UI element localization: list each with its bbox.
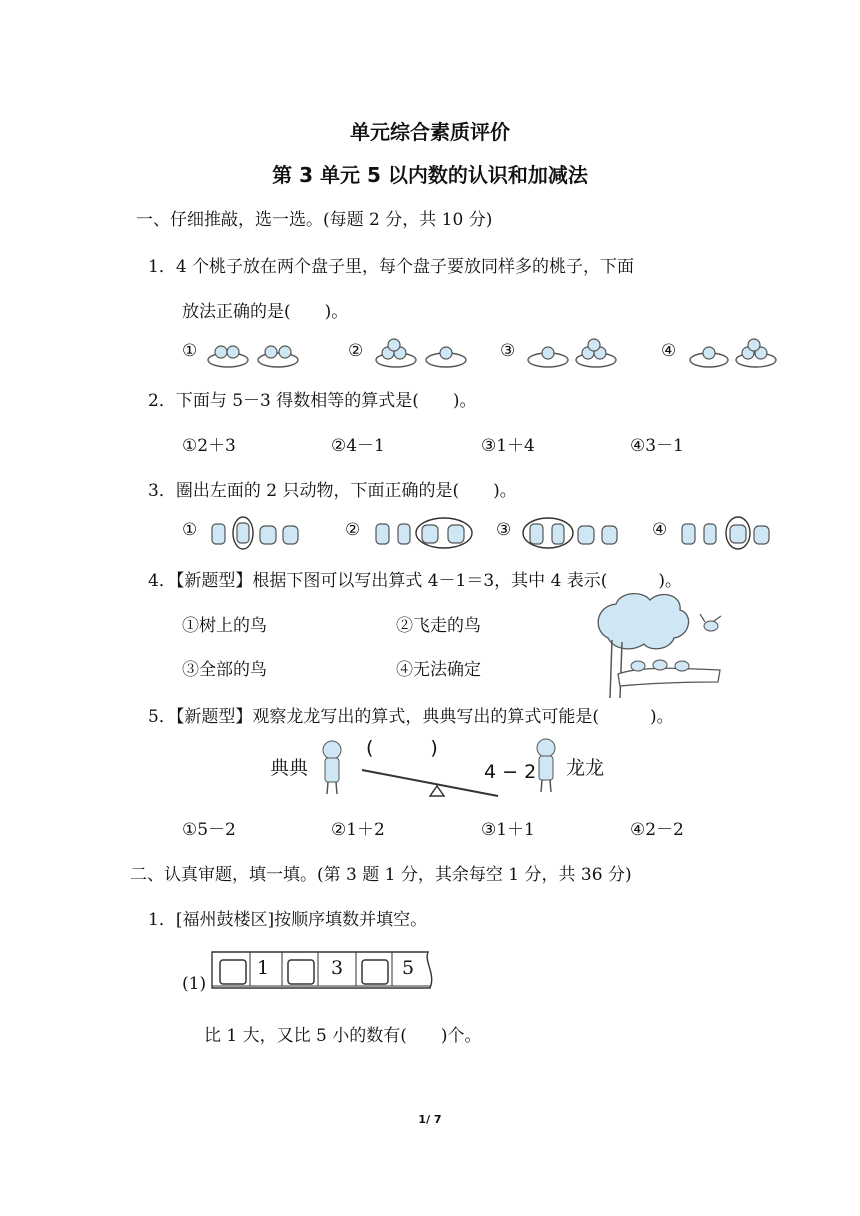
animal-icon xyxy=(578,526,594,544)
ruler-number-1: 1 xyxy=(257,957,270,979)
plate-icon xyxy=(528,347,568,367)
plate-icon xyxy=(576,339,616,367)
animal-icon xyxy=(398,524,410,544)
bird-icon xyxy=(675,661,689,671)
page-subtitle: 第 3 单元 5 以内数的认识和加减法 xyxy=(272,163,588,187)
ruler-number-3: 3 xyxy=(331,957,344,979)
animal-icon xyxy=(704,524,716,544)
boy-long-long-icon xyxy=(537,739,555,792)
animal-icon xyxy=(682,524,695,544)
q4-option-1[interactable]: ①树上的鸟 xyxy=(182,616,267,636)
tree-trunk-icon xyxy=(610,640,622,698)
q4-tree-birds-image xyxy=(590,590,730,700)
q3-option-3-animals-image xyxy=(522,514,632,550)
plate-icon xyxy=(690,347,728,367)
q4-option-3[interactable]: ③全部的鸟 xyxy=(182,660,267,680)
q2-option-1[interactable]: ①2＋3 xyxy=(182,436,236,456)
q1-option-3-label[interactable]: ③ xyxy=(500,341,516,361)
branch-icon xyxy=(618,668,720,686)
bird-icon xyxy=(653,660,667,670)
blank-box[interactable] xyxy=(220,960,246,984)
q1-text-line1: 1．4 个桃子放在两个盘子里，每个盘子要放同样多的桃子，下面 xyxy=(148,257,635,277)
animal-icon xyxy=(730,525,746,543)
seesaw-board xyxy=(362,770,498,796)
q1-option-3-plates-image xyxy=(526,336,622,370)
ruler-number-5: 5 xyxy=(402,957,415,979)
q3-option-3-label[interactable]: ③ xyxy=(496,520,512,540)
plate-icon xyxy=(258,346,298,367)
animal-icon xyxy=(212,524,225,544)
q4-option-4[interactable]: ④无法确定 xyxy=(396,660,481,680)
q5-option-3[interactable]: ③1＋1 xyxy=(481,820,535,840)
blank-box[interactable] xyxy=(362,960,388,984)
animal-icon xyxy=(448,525,464,543)
q1-option-1-plates-image xyxy=(206,336,302,370)
animal-icon xyxy=(552,524,564,544)
q1-text-line2: 放法正确的是( )。 xyxy=(182,302,349,322)
q5-seesaw-image xyxy=(270,736,630,800)
plate-icon xyxy=(736,339,776,367)
page-title: 单元综合素质评价 xyxy=(350,120,510,144)
q2-option-2[interactable]: ②4－1 xyxy=(331,436,385,456)
q1-option-2-plates-image xyxy=(374,336,470,370)
flying-bird-icon xyxy=(700,614,721,631)
animal-icon xyxy=(237,523,249,543)
q3-option-4-label[interactable]: ④ xyxy=(652,520,668,540)
long-long-name: 龙龙 xyxy=(566,757,605,779)
q2-text: 2．下面与 5－3 得数相等的算式是( )。 xyxy=(148,391,477,411)
q5-option-2[interactable]: ②1＋2 xyxy=(331,820,385,840)
q5-option-1[interactable]: ①5－2 xyxy=(182,820,236,840)
dian-dian-name: 典典 xyxy=(270,757,309,779)
animal-icon xyxy=(376,524,389,544)
blank-box[interactable] xyxy=(288,960,314,984)
plate-icon xyxy=(376,339,416,367)
s2-q1-part-label: (1) xyxy=(182,974,207,994)
q4-text: 4．【新题型】根据下图可以写出算式 4－1＝3，其中 4 表示( )。 xyxy=(148,571,683,591)
plate-icon xyxy=(426,347,466,367)
seesaw-pivot-icon xyxy=(430,786,444,796)
long-long-expression: 4 − 2 xyxy=(484,761,537,783)
q1-option-1-label[interactable]: ① xyxy=(182,341,198,361)
q3-option-1-animals-image xyxy=(208,514,308,550)
q3-option-1-label[interactable]: ① xyxy=(182,520,198,540)
section1-heading: 一、仔细推敲，选一选。(每题 2 分，共 10 分) xyxy=(136,210,493,230)
q3-option-2-animals-image xyxy=(372,514,482,550)
q1-option-4-label[interactable]: ④ xyxy=(661,341,677,361)
bird-icon xyxy=(631,661,645,671)
number-ruler-image xyxy=(210,950,438,992)
animal-icon xyxy=(260,526,276,544)
q5-text: 5．【新题型】观察龙龙写出的算式，典典写出的算式可能是( )。 xyxy=(148,707,674,727)
q4-option-2[interactable]: ②飞走的鸟 xyxy=(396,616,481,636)
q5-option-4[interactable]: ④2－2 xyxy=(630,820,684,840)
plate-icon xyxy=(208,346,248,367)
q3-option-4-animals-image xyxy=(678,514,778,550)
animal-icon xyxy=(530,524,543,544)
section2-heading: 二、认真审题，填一填。(第 3 题 1 分，其余每空 1 分，共 36 分) xyxy=(130,865,632,885)
dian-dian-expression: ( ) xyxy=(366,737,438,759)
boy-dian-dian-icon xyxy=(323,741,341,794)
animal-icon xyxy=(602,526,617,544)
animal-icon xyxy=(754,526,769,544)
q2-option-3[interactable]: ③1＋4 xyxy=(481,436,535,456)
q3-text: 3．圈出左面的 2 只动物，下面正确的是( )。 xyxy=(148,481,517,501)
q1-option-4-plates-image xyxy=(688,336,780,370)
animal-icon xyxy=(283,526,298,544)
page-number: 1/ 7 xyxy=(418,1113,442,1126)
animal-icon xyxy=(422,525,438,543)
q1-option-2-label[interactable]: ② xyxy=(348,341,364,361)
s2-q1-text: 1．[福州鼓楼区]按顺序填数并填空。 xyxy=(148,910,428,930)
s2-q1-followup: 比 1 大，又比 5 小的数有( )个。 xyxy=(204,1026,482,1046)
q2-option-4[interactable]: ④3－1 xyxy=(630,436,684,456)
q3-option-2-label[interactable]: ② xyxy=(345,520,361,540)
